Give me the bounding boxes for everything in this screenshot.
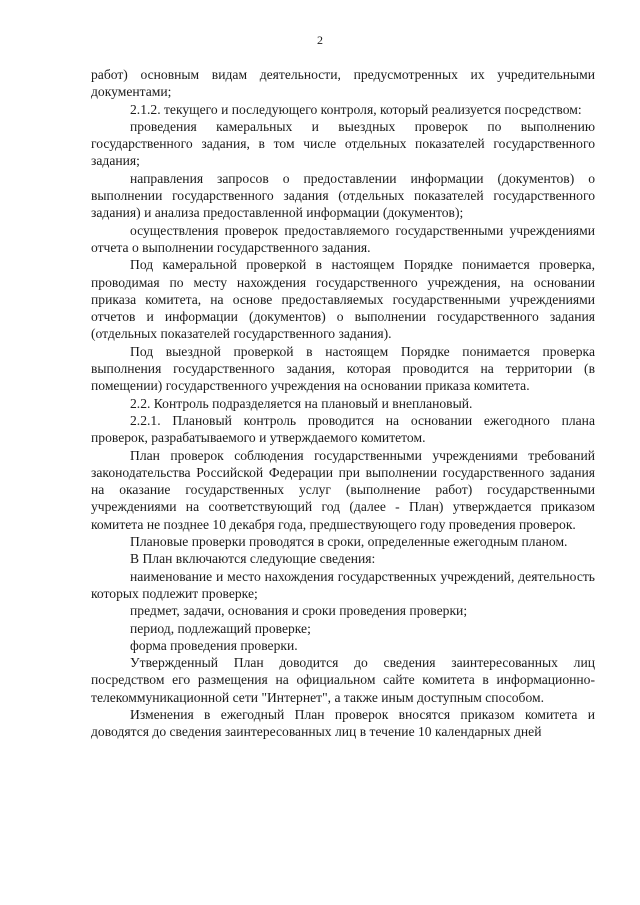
paragraph: 2.1.2. текущего и последующего контроля, который реализуется посредством: bbox=[130, 101, 582, 117]
paragraph: Под камеральной проверкой в настоящем Порядке понимается проверка, проводимая по месту нахождения государственного учреждения, на основании приказа комитета, на основе предоставляемых государственными учреждениями отчетов и информации (документов) о выполнении государственного задания (отдельных показателей государственного задания). bbox=[91, 257, 595, 342]
paragraph: наименование и место нахождения государственных учреждений, деятельность которых подлежит проверке; bbox=[91, 568, 595, 601]
paragraph: В План включаются следующие сведения: bbox=[130, 551, 376, 567]
paragraph: План проверок соблюдения государственными учреждениями требований законодательства Российской Федерации при выполнении государственного задания на оказание государственных услуг (выполнение работ) государственными учреждениями на соответствующий год (далее - План) утверждается приказом комитета не позднее 10 декабря года, предшествующего году проведения проверок. bbox=[91, 447, 595, 532]
paragraph: Изменения в ежегодный План проверок вносятся приказом комитета и доводятся до сведения заинтересованных лиц в течение 10 календарных дней bbox=[91, 706, 595, 740]
paragraph: направления запросов о предоставлении информации (документов) о выполнении государственного задания (отдельных показателей государственного задания) и анализа предоставленной информации (документов); bbox=[91, 170, 595, 221]
page-number: 2 bbox=[317, 33, 323, 47]
paragraph: осуществления проверок предоставляемого государственными учреждениями отчета о выполнении государственного задания. bbox=[91, 222, 595, 255]
paragraph: предмет, задачи, основания и сроки проведения проверки; bbox=[130, 603, 468, 619]
body-text bbox=[91, 66, 595, 741]
paragraph: 2.2. Контроль подразделяется на плановый и внеплановый. bbox=[130, 395, 473, 411]
paragraph: Под выездной проверкой в настоящем Порядке понимается проверка выполнения государственного задания, которая проводится на территории (в помещении) государственного учреждения на основании приказа комитета. bbox=[91, 343, 595, 394]
paragraph: период, подлежащий проверке; bbox=[130, 620, 311, 636]
paragraph: Плановые проверки проводятся в сроки, определенные ежегодным планом. bbox=[130, 534, 568, 550]
paragraph: форма проведения проверки. bbox=[130, 637, 298, 653]
paragraph: Утвержденный План доводится до сведения заинтересованных лиц посредством его размещения на официальном сайте комитета в информационно-телекоммуникационной сети "Интернет", а также иным доступным способом. bbox=[91, 655, 595, 705]
paragraph: работ) основным видам деятельности, предусмотренных их учредительными документами; bbox=[91, 67, 595, 100]
paragraph: проведения камеральных и выездных проверок по выполнению государственного задания, в том числе отдельных показателей государственного задания; bbox=[91, 118, 595, 169]
paragraph: 2.2.1. Плановый контроль проводится на основании ежегодного плана проверок, разрабатываемого и утверждаемого комитетом. bbox=[91, 412, 595, 446]
